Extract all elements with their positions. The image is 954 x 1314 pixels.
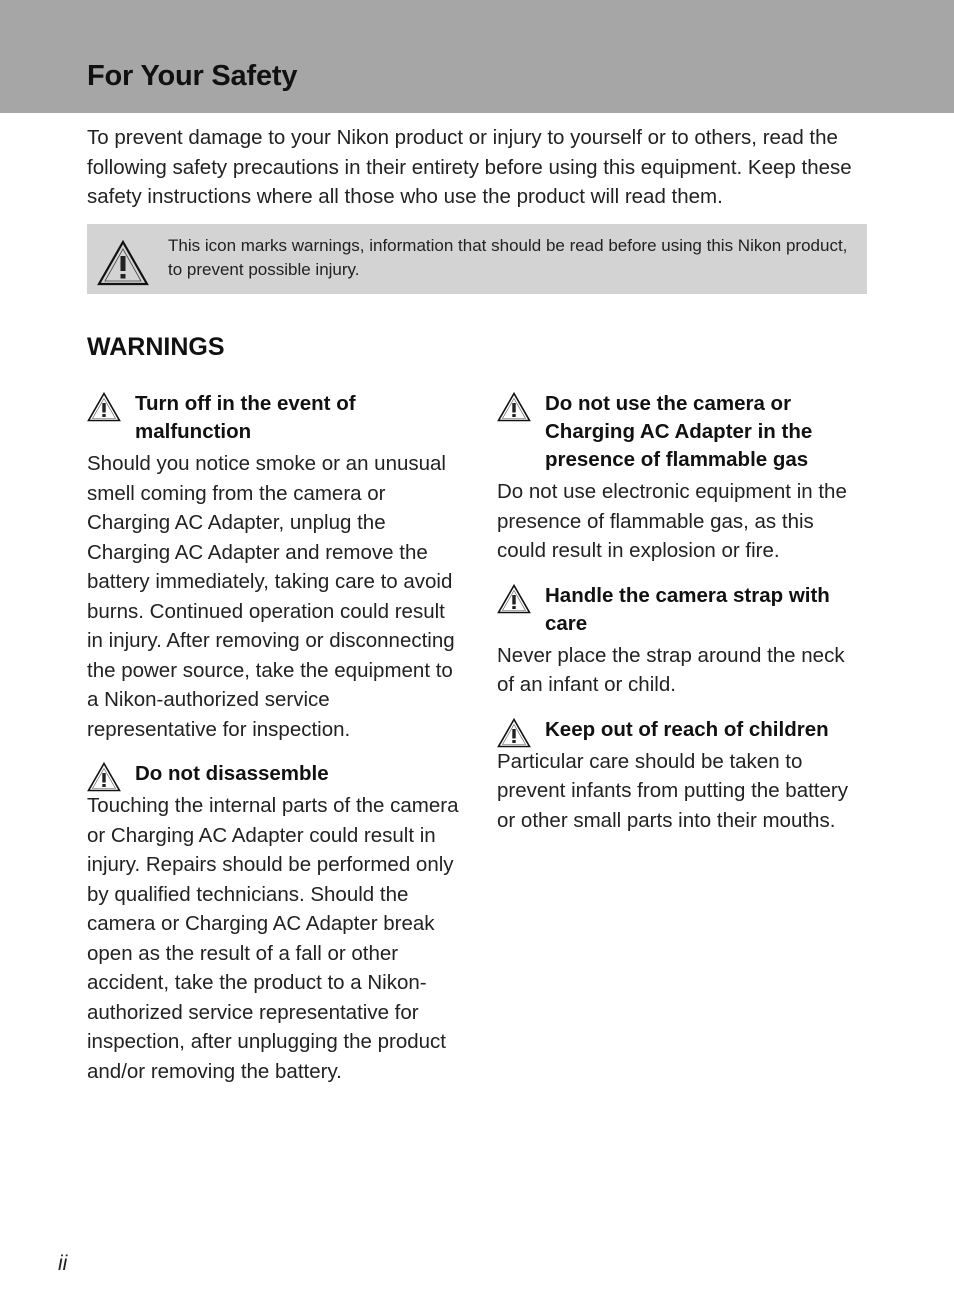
warning-body: Should you notice smoke or an unusual smell coming from the camera or Charging AC Adapter, unplug the Charging AC Adapter and remove the battery immediately, taking care to avoid burns. Continued operation could result in injury. After removing or disconnecting the power source, take the equipment to a Nikon-authorized service representative for inspection.: [87, 452, 455, 741]
intro-paragraph: To prevent damage to your Nikon product or injury to yourself or to others, read the following safety precautions in their entirety before using this equipment. Keep these safety instructions where all those who use the product will read them.: [87, 126, 852, 208]
warning-body: Touching the internal parts of the camera or Charging AC Adapter could result in injury. Repairs should be performed only by qualified technicians. Should the camera or Charging AC Adapter break open as the result of a fall or other accident, take the product to a Nikon-authorized service representative for inspection, after unplugging the product and/or removing the battery.: [87, 794, 459, 1083]
warning-item: [497, 582, 867, 700]
warning-triangle-icon: [497, 392, 531, 422]
warning-triangle-icon: [497, 718, 531, 748]
warning-triangle-icon: [87, 392, 121, 422]
notice-text: This icon marks warnings, information that should be read before using this Nikon product, to prevent possible injury.: [168, 236, 848, 279]
warning-triangle-icon: [87, 762, 121, 792]
warnings-right-column: [497, 390, 867, 851]
page-title: For Your Safety: [87, 60, 298, 92]
warning-title: Turn off in the event of malfunction: [135, 392, 356, 443]
warning-triangle-icon: [497, 584, 531, 614]
warning-title: Do not use the camera or Charging AC Adapter in the presence of flammable gas: [545, 392, 813, 471]
warning-item: [497, 390, 867, 566]
warning-item: [87, 390, 459, 744]
warning-title: Keep out of reach of children: [545, 717, 829, 741]
warning-item: [497, 716, 867, 836]
warning-title: Handle the camera strap with care: [545, 583, 830, 635]
warning-body: Never place the strap around the neck of an infant or child.: [497, 643, 845, 696]
page-number: ii: [58, 1252, 68, 1275]
warning-body: Particular care should be taken to prevent infants from putting the battery or other small parts into their mouths.: [497, 749, 848, 832]
warning-item: [87, 760, 459, 1086]
warnings-left-column: [87, 390, 459, 1102]
warning-body: Do not use electronic equipment in the presence of flammable gas, as this could result in explosion or fire.: [497, 480, 847, 562]
notice-box: [87, 224, 867, 294]
warning-title: Do not disassemble: [135, 762, 329, 785]
section-heading: WARNINGS: [87, 333, 225, 361]
header-band: [0, 0, 954, 113]
warning-triangle-icon: [97, 240, 149, 286]
